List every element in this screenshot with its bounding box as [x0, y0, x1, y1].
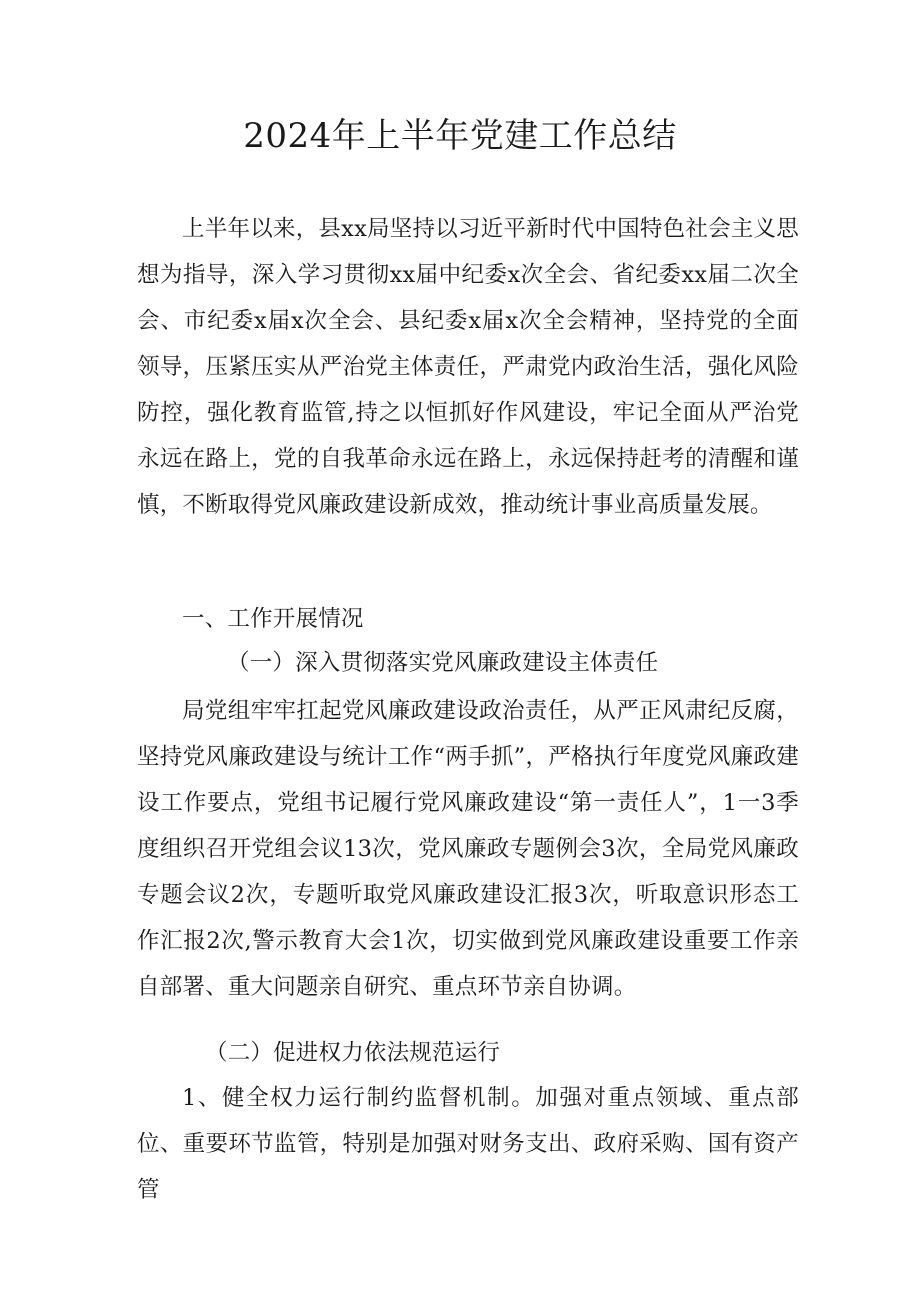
document-title: 2024年上半年党建工作总结: [243, 116, 677, 156]
power-regulation-paragraph: 1、健全权力运行制约监督机制。加强对重点领域、重点部位、重要环节监管，特别是加强对财务支出、政府采购、国有资产管: [137, 1085, 799, 1203]
subsection-heading-responsibility: （一）深入贯彻落实党风廉政建设主体责任: [227, 650, 659, 676]
responsibility-paragraph: 局党组牢牢扛起党风廉政建设政治责任，从严正风肃纪反腐，坚持党风廉政建设与统计工作“两手抓”，严格执行年度党风廉政建设工作要点，党组书记履行党风廉政建设“第一责任人”，1一3季度组织召开党组会议13次，党风廉政专题例会3次，全局党风廉政专题会议2次，专题听取党风廉政建设汇报3次，听取意识形态工作汇报2次,警示教育大会1次，切实做到党风廉政建设重要工作亲自部署、重大问题亲自研究、重点环节亲自协调。: [137, 698, 799, 1000]
intro-paragraph: 上半年以来，县xx局坚持以习近平新时代中国特色社会主义思想为指导，深入学习贯彻xx届中纪委x次全会、省纪委xx届二次全会、市纪委x届x次全会、县纪委x届x次全会精神，坚持党的全面领导，压紧压实从严治党主体责任，严肃党内政治生活，强化风险防控，强化教育监管,持之以恒抓好作风建设，牢记全面从严治党永远在路上，党的自我革命永远在路上，永远保持赶考的清醒和谨慎，不断取得党风廉政建设新成效，推动统计事业高质量发展。: [137, 216, 799, 518]
subsection-heading-power-regulation: （二）促进权力依法规范运行: [205, 1040, 501, 1066]
section-heading-work-status: 一、工作开展情况: [182, 606, 364, 632]
